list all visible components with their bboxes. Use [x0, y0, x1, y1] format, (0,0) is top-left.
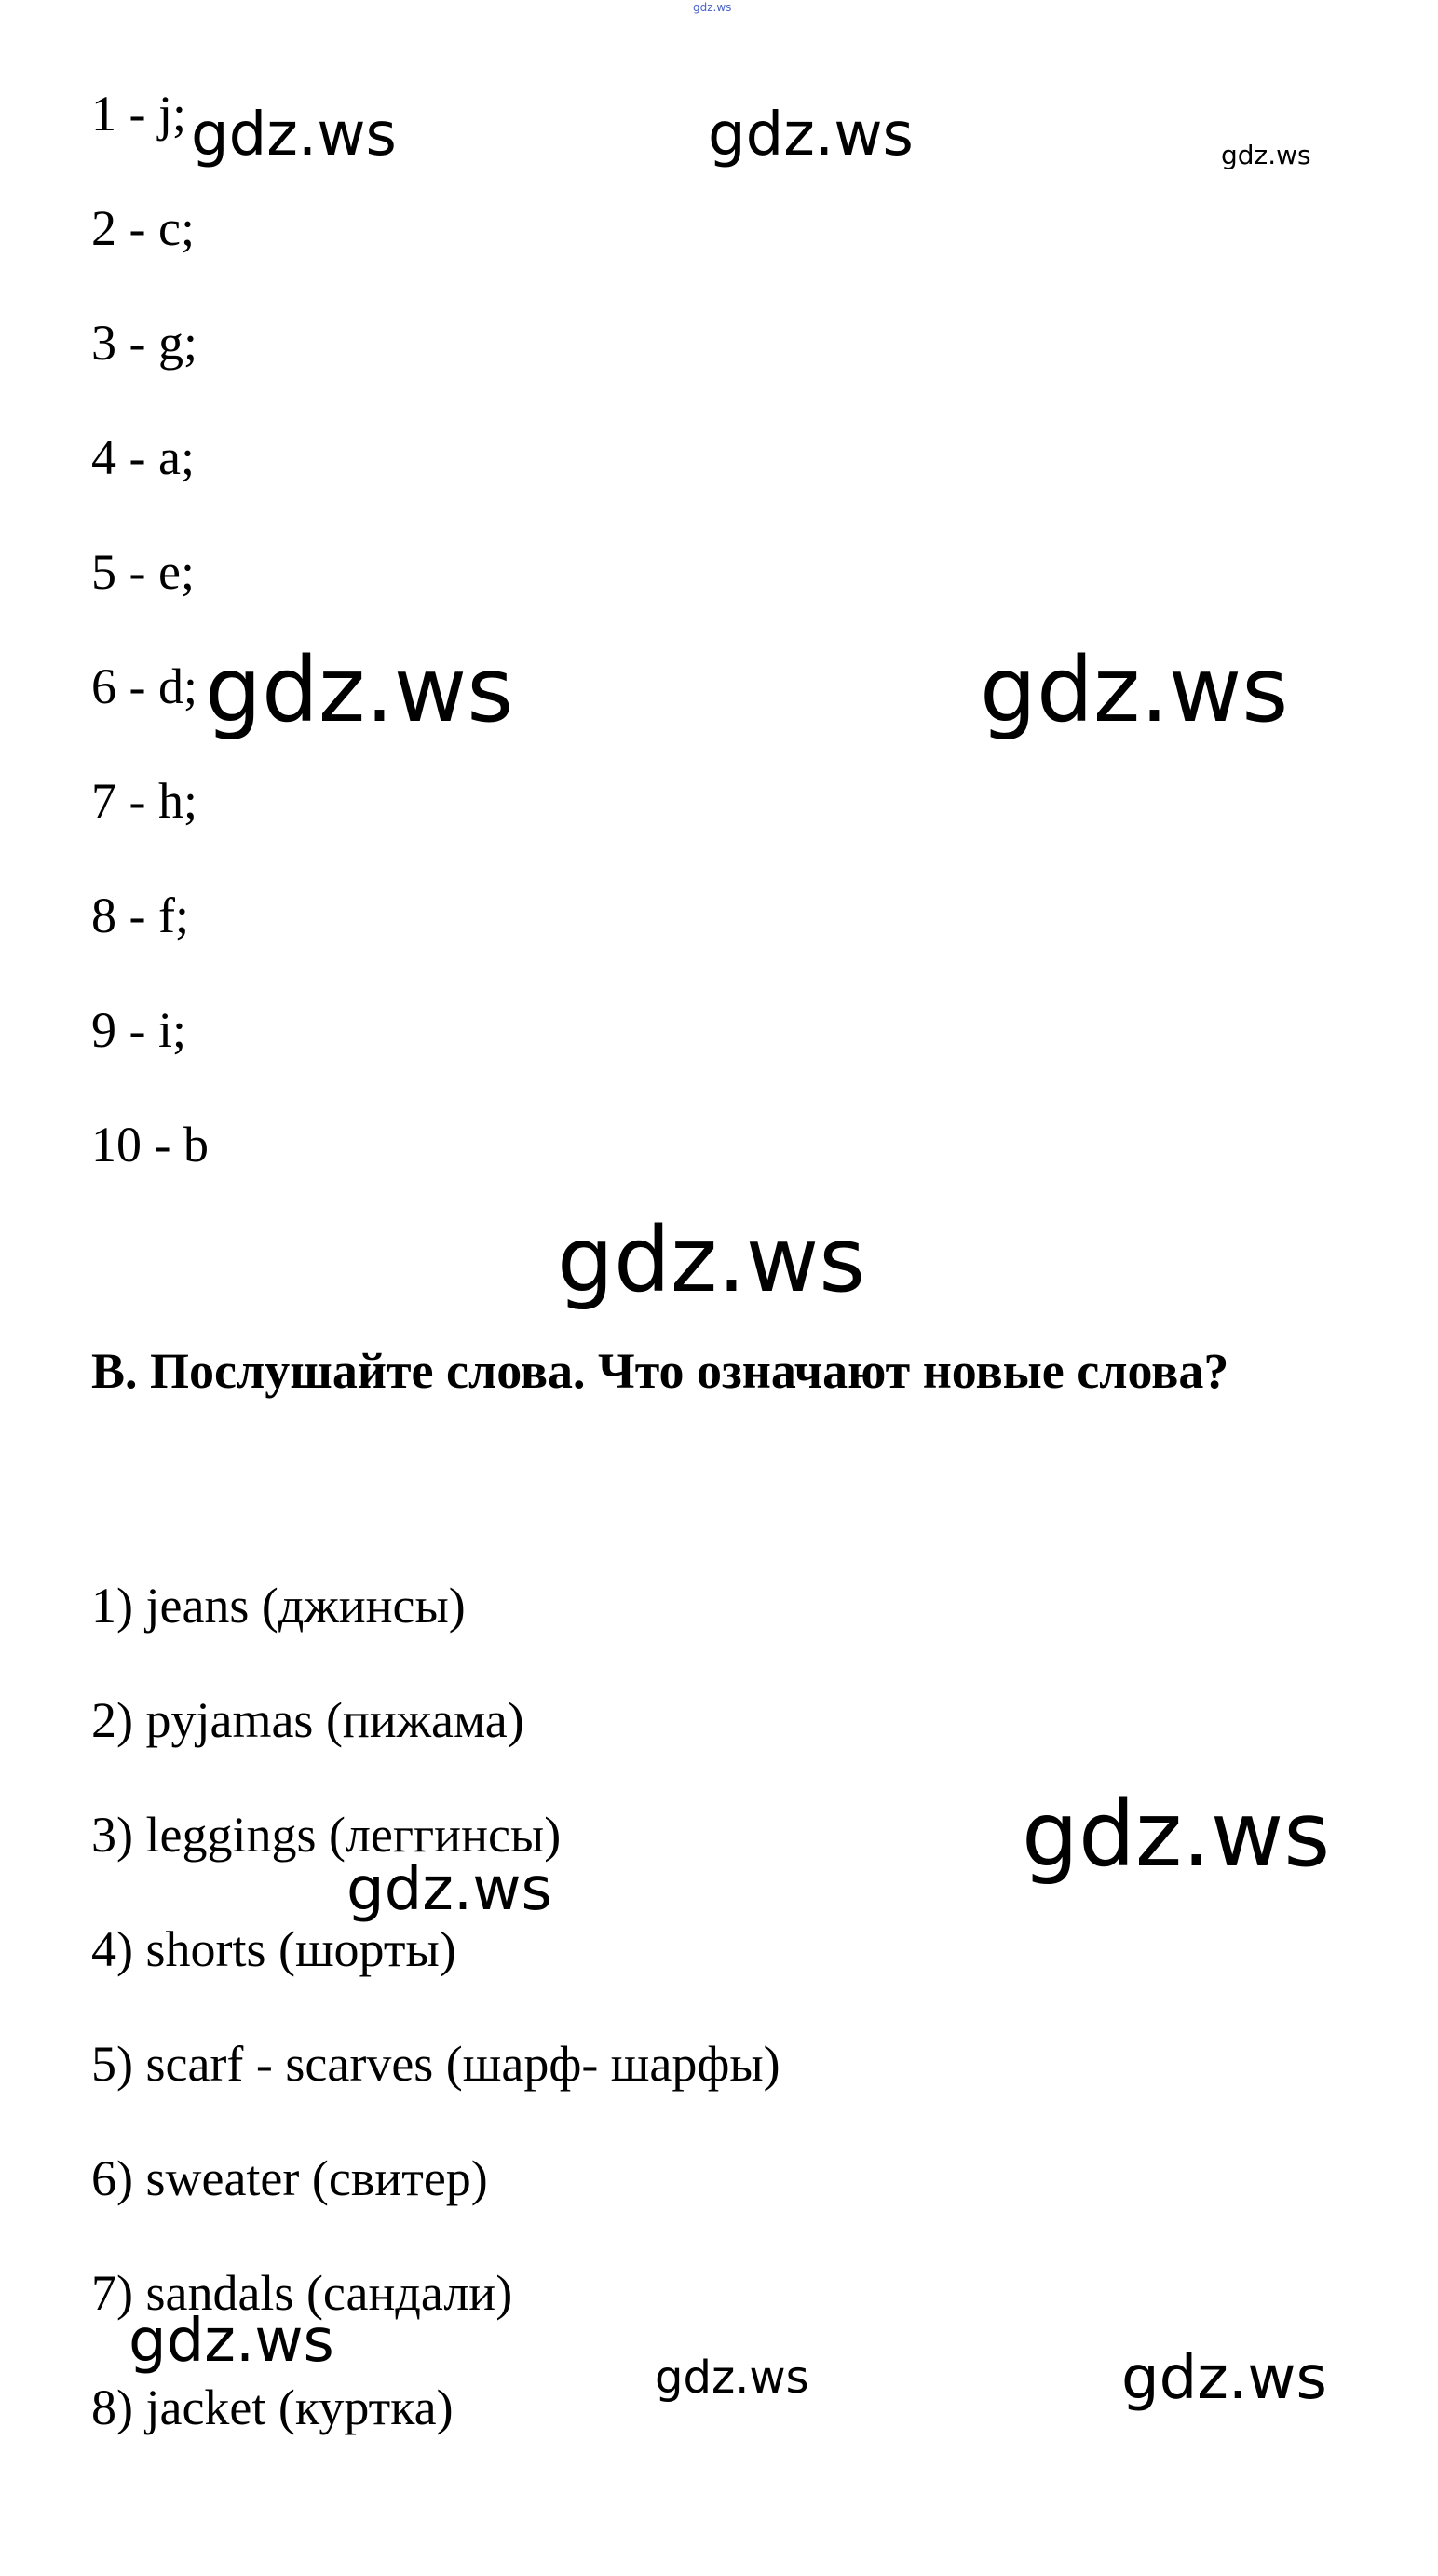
watermark: gdz.ws: [1221, 140, 1311, 170]
word-item: 8) jacket (куртка): [91, 2379, 454, 2435]
answer-item: 7 - h;: [91, 773, 197, 829]
section-heading: B. Послушайте слова. Что означают новые слова?: [91, 1343, 1229, 1399]
answer-item: 8 - f;: [91, 888, 189, 943]
watermark: gdz.ws: [191, 101, 397, 169]
word-item: 2) pyjamas (пижама): [91, 1692, 524, 1748]
answer-item: 2 - c;: [91, 200, 195, 256]
watermark: gdz.ws: [655, 2352, 809, 2404]
watermark: gdz.ws: [1121, 2344, 1327, 2413]
answer-item: 3 - g;: [91, 315, 197, 371]
watermark: gdz.ws: [1022, 1783, 1331, 1887]
answer-item: 6 - d;: [91, 658, 197, 714]
answer-item: 4 - a;: [91, 429, 195, 485]
word-item: 7) sandals (сандали): [91, 2265, 513, 2321]
watermark: gdz.ws: [129, 2307, 334, 2376]
answer-item: 10 - b: [91, 1117, 209, 1173]
watermark: gdz.ws: [980, 638, 1289, 742]
watermark: gdz.ws: [708, 101, 914, 169]
word-item: 6) sweater (свитер): [91, 2150, 488, 2206]
word-item: 4) shorts (шорты): [91, 1921, 456, 1977]
word-item: 3) leggings (леггинсы): [91, 1807, 562, 1863]
word-item: 5) scarf - scarves (шарф- шарфы): [91, 2036, 780, 2092]
word-item: 1) jeans (джинсы): [91, 1578, 466, 1634]
answer-item: 1 - j;: [91, 86, 186, 142]
watermark: gdz.ws: [557, 1208, 866, 1312]
watermark: gdz.ws: [205, 638, 514, 742]
answer-item: 9 - i;: [91, 1002, 186, 1058]
answer-item: 5 - e;: [91, 544, 195, 600]
header-watermark: gdz.ws: [693, 1, 732, 14]
watermark: gdz.ws: [346, 1855, 552, 1924]
